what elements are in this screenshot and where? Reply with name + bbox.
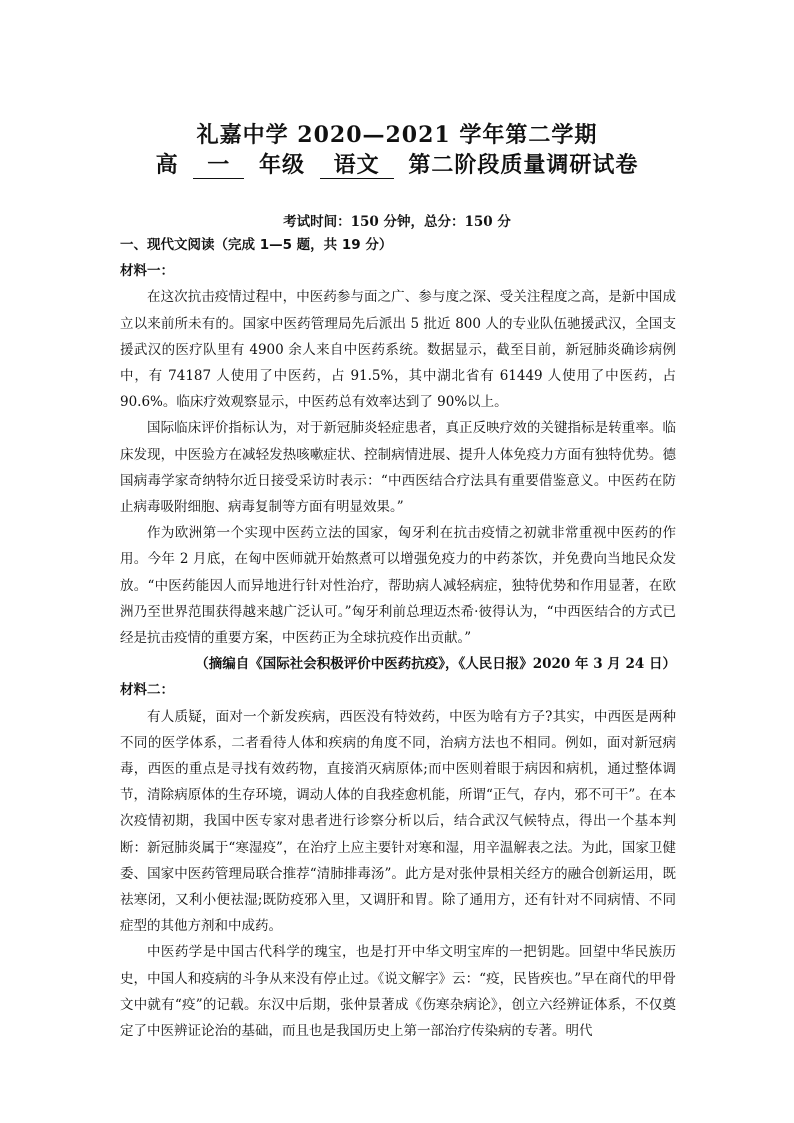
title-suffix: 第二阶段质量调研试卷 xyxy=(408,152,639,178)
exam-title-line2 xyxy=(0,148,794,179)
material1-paragraph: 国际临床评价指标认为，对于新冠肺炎轻症患者，真正反映疗效的关键指标是转重率。临床发现，中医验方在减轻发热咳嗽症状、控制病情进展、提升人体免疫力方面有独特优势。德国病毒学家奇纳特尔近日接受采访时表示：“中西医结合疗法具有重要借鉴意义。中医药在防止病毒吸附细胞、病毒复制等方面有明显效果。” xyxy=(120,420,676,516)
material1-source: （摘编自《国际社会积极评价中医药抗疫》，《人民日报》2020 年 3 月 24 日） xyxy=(195,656,676,673)
section-content xyxy=(120,232,676,1044)
exam-info: 考试时间：150 分钟，总分：150 分 xyxy=(283,214,511,230)
section-heading: 一、现代文阅读（完成 1—5 题，共 19 分） xyxy=(120,237,393,253)
material1-paragraph: 作为欧洲第一个实现中医药立法的国家，匈牙利在抗击疫情之初就非常重视中医药的作用。今年 2 月底，在匈中医师就开始熬煮可以增强免疫力的中药茶饮，并免费向当地民众发放。“中医药能因人而异地进行针对性治疗，帮助病人减轻病症，独特优势和作用显著，在欧洲乃至世界范围获得越来越广泛认可。”匈牙利前总理迈杰希·彼得认为，“中西医结合的方式已经是抗击疫情的重要方案，中医药正为全球抗疫作出贡献。” xyxy=(120,525,676,647)
material2-label: 材料二： xyxy=(120,682,174,699)
title-prefix: 高 xyxy=(155,152,179,178)
exam-title-line1: 礼嘉中学 2020—2021 学年第二学期 xyxy=(196,122,598,148)
material2-paragraph: 中医药学是中国古代科学的瑰宝，也是打开中华文明宝库的一把钥匙。回望中华民族历史，中国人和疫病的斗争从来没有停止过。《说文解字》云：“疫，民皆疾也。”早在商代的甲骨文中就有“疫”的记载。东汉中后期，张仲景著成《伤寒杂病论》，创立六经辨证体系，不仅奠定了中医辨证论治的基础，而且也是我国历史上第一部治疗传染病的专著。明代 xyxy=(120,944,676,1040)
material1-paragraph: 在这次抗击疫情过程中，中医药参与面之广、参与度之深、受关注程度之高，是新中国成立以来前所未有的。国家中医药管理局先后派出 5 批近 800 人的专业队伍驰援武汉，全国支援武汉的医疗队里有 4900 余人来自中医药系统。数据显示，截至目前，新冠肺炎确诊病例中，有 74187 人使用了中医药，占 91.5%，其中湖北省有 61449 人使用了中医药，占 90.6%。临床疗效观察显示，中医药总有效率达到了 90%以上。 xyxy=(120,289,676,411)
title-mid: 年级 xyxy=(258,152,305,178)
material1-label: 材料一： xyxy=(120,263,174,280)
subject-blank: 语文 xyxy=(320,152,394,179)
material2-paragraph: 有人质疑，面对一个新发疾病，西医没有特效药，中医为啥有方子?其实，中西医是两种不同的医学体系，二者看待人体和疾病的角度不同，治病方法也不相同。例如，面对新冠病毒，西医的重点是寻找有效药物，直接消灭病原体;而中医则着眼于病因和病机，通过整体调节，清除病原体的生存环境，调动人体的自我痊愈机能，所谓“正气，存内，邪不可干”。在本次疫情初期，我国中医专家对患者进行诊察分析以后，结合武汉气候特点，得出一个基本判断：新冠肺炎属于“寒湿疫”，在治疗上应主要针对寒和湿，用辛温解表之法。为此，国家卫健委、国家中医药管理局联合推荐“清肺排毒汤”。此方是对张仲景相关经方的融合创新运用，既祛寒闭，又利小便祛湿;既防疫邪入里，又调肝和胃。除了通用方，还有针对不同病情、不同症型的其他方剂和中成药。 xyxy=(120,708,676,935)
grade-blank: 一 xyxy=(193,152,244,179)
